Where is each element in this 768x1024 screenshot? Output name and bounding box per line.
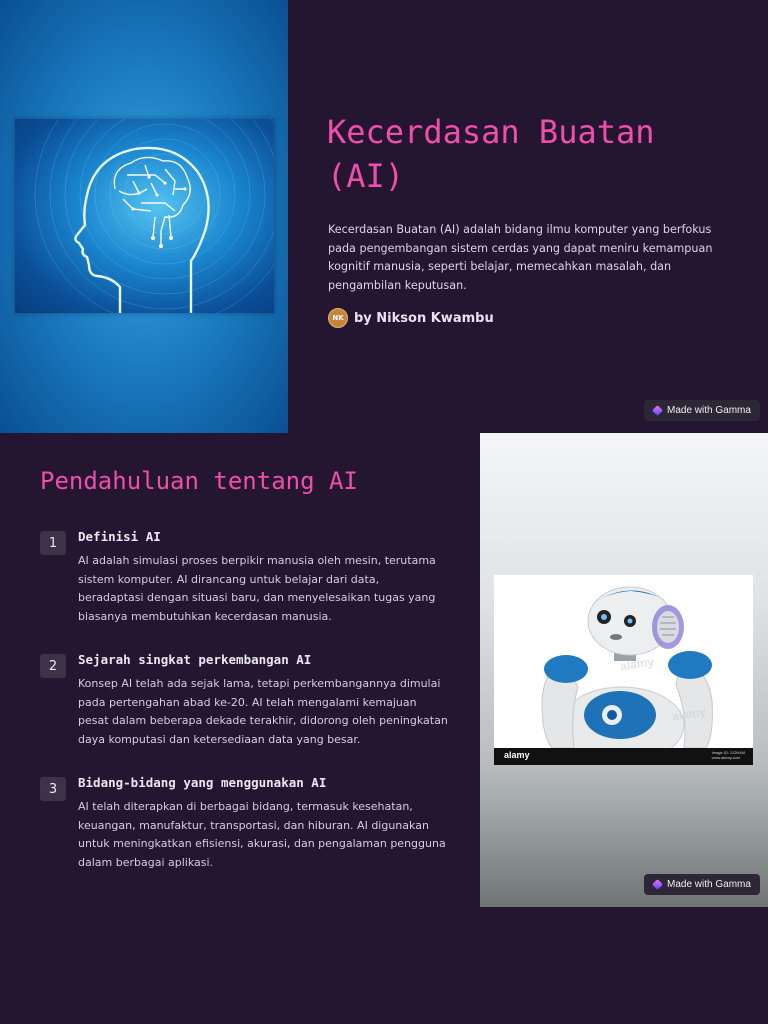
robot-image-panel bbox=[480, 433, 768, 907]
item-text: Konsep AI telah ada sejak lama, tetapi perkembangannya dimulai pada pertengahan abad ke-20. AI telah mengalami kemajuan pesat dalam beberapa dekade terakhir, didorong oleh peningkatan daya komputasi dan ketersediaan data yang besar. bbox=[78, 677, 448, 746]
image-id bbox=[712, 750, 745, 760]
intro-slide bbox=[0, 433, 768, 913]
author-byline bbox=[328, 308, 494, 328]
avatar: NK bbox=[328, 308, 348, 328]
image-credit-bar bbox=[494, 748, 753, 765]
image-site-text: www.alamy.com bbox=[711, 755, 741, 760]
item-title: Sejarah singkat perkembangan AI bbox=[78, 652, 312, 667]
item-text: AI telah diterapkan di berbagai bidang, termasuk kesehatan, keuangan, manufaktur, transportasi, dan hiburan. AI digunakan untuk meningkatkan efisiensi, akurasi, dan pengalaman pengguna dalam berbagai aplikasi. bbox=[78, 800, 446, 869]
humanoid-robot-icon bbox=[494, 575, 753, 765]
slide-title-line2: (AI) bbox=[327, 157, 405, 195]
hero-image-panel bbox=[0, 0, 288, 433]
section-title: Pendahuluan tentang AI bbox=[40, 467, 358, 495]
alamy-logo: alamy bbox=[504, 750, 530, 760]
item-title: Bidang-bidang yang menggunakan AI bbox=[78, 775, 327, 790]
item-number: 2 bbox=[40, 654, 66, 678]
gamma-logo-icon bbox=[652, 879, 663, 890]
ai-brain-head-icon bbox=[15, 119, 274, 313]
gamma-logo-icon bbox=[652, 405, 663, 416]
made-with-gamma-button[interactable] bbox=[644, 874, 760, 895]
watermark-logo: alamy bbox=[619, 654, 655, 674]
slide-title-line1: Kecerdasan Buatan bbox=[327, 113, 655, 151]
made-with-gamma-label: Made with Gamma bbox=[667, 405, 751, 416]
item-title: Definisi AI bbox=[78, 529, 161, 544]
item-text: AI adalah simulasi proses berpikir manusia oleh mesin, terutama sistem komputer. AI dirancang untuk belajar dari data, beradaptasi dengan situasi baru, dan menyelesaikan tugas yang biasanya membutuhkan kecerdasan manusia. bbox=[78, 554, 436, 623]
made-with-gamma-button[interactable] bbox=[644, 400, 760, 421]
title-slide bbox=[0, 0, 768, 433]
watermark-logo: alamy bbox=[671, 704, 707, 724]
slide-description: Kecerdasan Buatan (AI) adalah bidang ilmu komputer yang berfokus pada pengembangan sistem cerdas yang dapat meniru kemampuan kognitif manusia, seperti belajar, memecahkan masalah, dan pengambilan keputusan. bbox=[328, 223, 713, 292]
author-name: by Nikson Kwambu bbox=[354, 310, 494, 326]
slide-title bbox=[327, 110, 727, 198]
image-id-text: Image ID: 2J2H4M bbox=[711, 750, 745, 755]
item-number: 3 bbox=[40, 777, 66, 801]
made-with-gamma-label: Made with Gamma bbox=[667, 879, 751, 890]
item-number: 1 bbox=[40, 531, 66, 555]
